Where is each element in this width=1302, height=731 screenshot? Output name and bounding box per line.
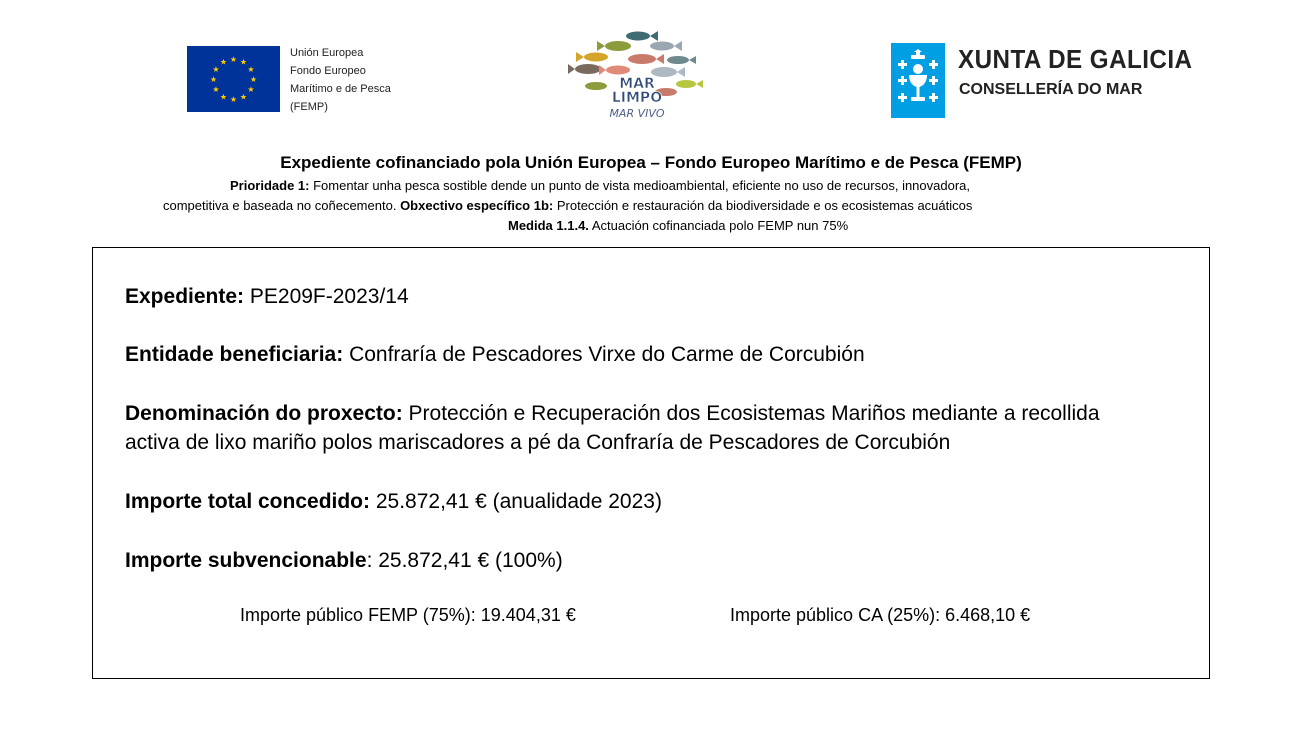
xunta-subtitle: CONSELLERÍA DO MAR [959, 81, 1143, 98]
svg-text:★: ★ [239, 92, 248, 102]
svg-text:★: ★ [212, 65, 220, 74]
eu-fund-text: Unión Europea Fondo Europeo Marítimo e de Pesca (FEMP) [290, 47, 391, 113]
measure-line [508, 218, 848, 233]
priority-text: Fomentar unha pesca sostible dende un punto de vista medioambiental, eficiente no uso de recursos, innovadora, [313, 178, 971, 193]
svg-text:★: ★ [219, 92, 228, 102]
denominacion-value-1: Protección e Recuperación dos Ecosistemas Mariños mediante a recollida [408, 402, 1100, 425]
expediente-label: Expediente: [125, 285, 245, 308]
expediente-field [125, 282, 409, 311]
denominacion-field [125, 399, 1100, 428]
entidade-field [125, 340, 865, 369]
mar-limpo-line2: LIMPO [611, 90, 663, 106]
importe-total-label: Importe total concedido: [125, 490, 371, 513]
objective-text: Protección e restauración da biodiversidade e os ecosistemas acuáticos [556, 198, 973, 213]
header-title: Expediente cofinanciado pola Unión Europea – Fondo Europeo Marítimo e de Pesca (FEMP) [280, 153, 1022, 172]
svg-text:★: ★ [247, 85, 255, 94]
denominacion-label: Denominación do proxecto: [125, 402, 403, 425]
importe-sub-field [125, 546, 563, 575]
denominacion-value-2: activa de lixo mariño polos mariscadores a pé da Confraría de Pescadores de Corcubión [125, 431, 951, 454]
measure-text: Actuación cofinanciada polo FEMP nun 75% [591, 218, 849, 233]
svg-text:★: ★ [209, 75, 218, 84]
importe-total-field [125, 487, 662, 516]
mar-limpo-line3: MAR VIVO [609, 107, 665, 120]
entidade-value: Confraría de Pescadores Virxe do Carme de Corcubión [349, 343, 865, 366]
priority-label: Prioridade 1: [230, 178, 310, 193]
measure-label: Medida 1.1.4. [508, 218, 589, 233]
mar-limpo-line1: MAR [619, 76, 655, 92]
priority-line [230, 178, 970, 193]
xunta-shield-logo [891, 43, 945, 118]
importe-total-value: 25.872,41 € (anualidade 2023) [375, 490, 662, 513]
objective-label: Obxectivo específico 1b: [400, 198, 554, 213]
priority-text-cont: competitiva e baseada no coñecemento. [163, 198, 397, 213]
expediente-value: PE209F-2023/14 [249, 285, 409, 308]
svg-text:★: ★ [219, 57, 228, 67]
publico-femp: Importe público FEMP (75%): 19.404,31 € [240, 605, 576, 625]
importe-sub-value: : 25.872,41 € (100%) [366, 549, 563, 572]
publico-ca: Importe público CA (25%): 6.468,10 € [730, 605, 1031, 625]
svg-text:★: ★ [247, 65, 255, 74]
svg-text:★: ★ [212, 85, 220, 94]
eu-flag-logo [187, 46, 280, 112]
svg-text:★: ★ [239, 57, 248, 67]
entidade-label: Entidade beneficiaria: [125, 343, 344, 366]
xunta-title: XUNTA DE GALICIA [958, 44, 1193, 74]
svg-text:★: ★ [229, 95, 238, 104]
svg-text:★: ★ [249, 75, 258, 84]
importe-sub-label: Importe subvencionable [125, 549, 367, 572]
objective-line [163, 198, 972, 213]
mar-limpo-logo [566, 26, 708, 122]
svg-text:★: ★ [229, 55, 238, 64]
